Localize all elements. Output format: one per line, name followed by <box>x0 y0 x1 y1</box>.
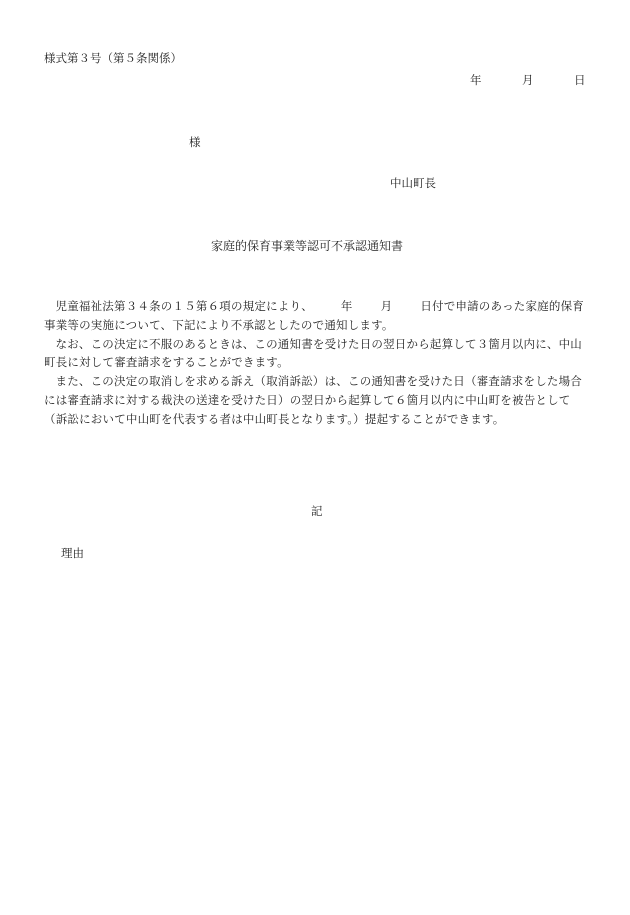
body-text <box>44 297 589 429</box>
paragraph-1-lead: 児童福祉法第３４条の１５第６項の規定により、 <box>55 299 313 313</box>
date-day-label: 日 <box>574 73 586 87</box>
issuer-name: 中山町長 <box>390 176 436 190</box>
paragraph-1 <box>44 297 589 335</box>
form-number: 様式第３号（第５条関係） <box>44 51 182 65</box>
addressee-honorific: 様 <box>189 135 201 149</box>
reason-label: 理由 <box>61 546 84 560</box>
date-year-label: 年 <box>470 73 482 87</box>
paragraph-3: また、この決定の取消しを求める訴え（取消訴訟）は、この通知書を受けた日（審査請求をした場合には審査請求に対する裁決の送達を受けた日）の翌日から起算して６箇月以内に中山町を被告として（訴訟において中山町を代表する者は中山町長となります。）提起することができます。 <box>44 374 582 426</box>
date-month-label: 月 <box>522 73 534 87</box>
paragraph-1-year: 年 <box>340 299 353 313</box>
ki-heading: 記 <box>311 504 323 518</box>
paragraph-1-month: 月 <box>380 299 393 313</box>
paragraph-2: なお、この決定に不服のあるときは、この通知書を受けた日の翌日から起算して３箇月以内に、中山町長に対して審査請求をすることができます。 <box>44 336 582 370</box>
document-title: 家庭的保育事業等認可不承認通知書 <box>211 239 404 253</box>
paragraph-1-rest: 日付で申請のあった家庭的保育事業等の実施について、下記により不承認としたので通知します。 <box>44 299 584 332</box>
